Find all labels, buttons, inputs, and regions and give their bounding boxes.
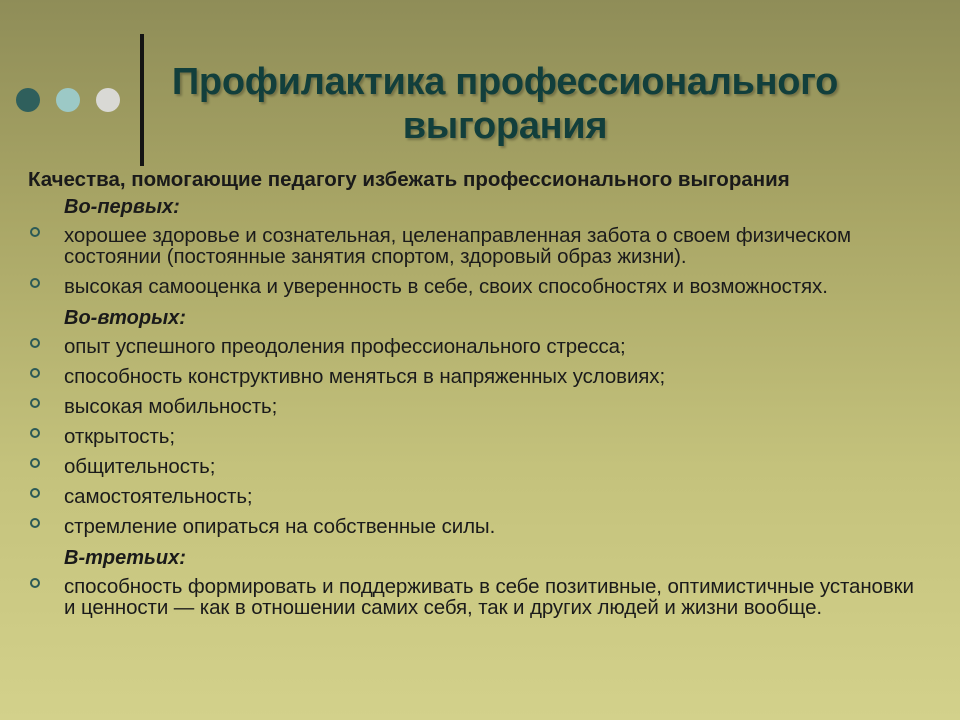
bullet-icon [30,488,40,498]
bullet-icon [30,368,40,378]
bullet-icon [30,338,40,348]
dot-light-teal [56,88,80,112]
list-item [28,456,928,477]
list-item [28,516,928,537]
list-item [28,225,928,267]
list-item [28,576,928,618]
section-list-first [28,225,928,297]
list-item [28,276,928,297]
list-item [28,486,928,507]
list-item [28,396,928,417]
list-item-text: общительность; [64,455,216,478]
list-item-text: способность формировать и поддерживать в себе позитивные, оптимистичные установки и ценности — как в отношении самих себя, так и других людей и жизни вообще. [64,575,914,619]
list-item [28,426,928,447]
list-item-text: высокая мобильность; [64,395,278,418]
section-list-third [28,576,928,618]
list-item [28,366,928,387]
slide-content [28,168,928,627]
bullet-icon [30,578,40,588]
bullet-icon [30,458,40,468]
list-item-text: стремление опираться на собственные силы. [64,515,496,538]
list-item-text: способность конструктивно меняться в напряженных условиях; [64,365,666,388]
section-heading-third: В-третьих: [64,547,186,569]
slide-title: Профилактика профессионального выгорания [171,61,839,147]
slide-subtitle: Качества, помогающие педагогу избежать профессионального выгорания [28,168,790,191]
title-divider-line [140,34,144,166]
bullet-icon [30,398,40,408]
list-item-text: опыт успешного преодоления профессионального стресса; [64,335,626,358]
list-item [28,336,928,357]
dot-dark [16,88,40,112]
bullet-icon [30,278,40,288]
list-item-text: самостоятельность; [64,485,253,508]
bullet-icon [30,428,40,438]
list-item-text: хорошее здоровье и сознательная, целенаправленная забота о своем физическом состоянии (постоянные занятия спортом, здоровый образ жизни). [64,224,852,268]
section-heading-first: Во-первых: [64,196,180,218]
dot-light-gray [96,88,120,112]
list-item-text: открытость; [64,425,175,448]
decorative-dots [16,88,120,112]
section-heading-second: Во-вторых: [64,307,186,329]
bullet-icon [30,518,40,528]
list-item-text: высокая самооценка и уверенность в себе, своих способностях и возможностях. [64,275,828,298]
bullet-icon [30,227,40,237]
section-list-second [28,336,928,537]
